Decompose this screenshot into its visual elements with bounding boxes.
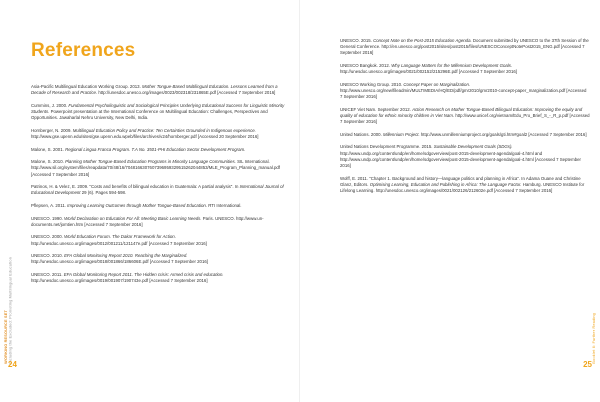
right-page — [300, 0, 600, 402]
reference-item: Patrinos, H. & Velez, E. 2009. "Costs and benefits of bilingual education in Guatemala: A partial analysis". In International Journal of Educational Development 29 (6). Pages 594-598. — [31, 184, 284, 196]
series-side-label — [4, 257, 13, 364]
reference-item: Hornberger, N. 2009. Multilingual Education Policy and Practice: Ten Certainties Grounded in Indigenous experience. http://www.gse.upenn.edu/sites/gse.upenn.edu.wpeb/files/archives/v24/hornberger.pdf [Accessed 20 September 2016] — [31, 127, 259, 139]
reference-item: Wolff, E. 2011. "Chapter 1. Background and history—language politics and planning in Africa". In Adama Ouane and Christine Glanz, Editors. Optimising Learning, Education and Publishing in Africa: The Language Factor. Hamburg. UNESCO Institute for Lifelong Learning. http://unesdoc.unesco.org/images/0021/002126/212602e.pdf [Accessed 7 September 2016] — [340, 175, 585, 193]
reference-item: Malone, S. 2010. Planning Mother Tongue-Based Education Programs in Minority Language Communities. SIL International. http://www.sil.org/system/files/reapdata/70/48/16/7048166307607396959329515262044853/MLE_Program_Planning_manual.pdf [Accessed 7 September 2016] — [31, 159, 280, 177]
reference-item: UNESCO. 1990. World Declaration on Education For All: Meeting Basic Learning Needs. Paris. UNESCO. http://www.un-documents.net/jomtien.htm [Accessed 7 September 2016] — [31, 215, 264, 227]
series-name: WORKING RESOURCE SET — [4, 310, 8, 364]
reference-item: UNESCO. 2015. Concept Note on the Post-2015 Education Agenda. Document submitted by UNESCO to the 37th Session of the General Conference. http://en.unesco.org/post2015/sites/post2015/files/UNESCOConceptNotePost2015_ENG.pdf [Accessed 7 September 2016] — [340, 38, 589, 56]
reference-item: United Nations Development Programme. 2015. Sustainable Development Goals (SDGs). http://www.undp.org/content/undp/en/home/sdgoverview/post-2015-development-agenda/goal-4.html and http://www.undp.org/content/undp/en/home/sdgoverview/post-2015-development-agenda/goal-4.html [Accessed 7 September 2016] — [340, 144, 581, 168]
page-title: References — [31, 40, 136, 61]
reference-item: UNICEF Viet Nam. September 2012. Action Research on Mother Tongue-Based Bilingual Education: Improving the equity and quality of education for ethnic minority children in Viet Nam. http://www.unicef.org/vietnam/Edu_Pro_Brief_S_-_R_p.pdf [Accessed 7 September 2016] — [340, 106, 590, 125]
reference-item: Asia-Pacific Multilingual Education Working Group. 2013. Mother Tongue-Based Multilingual Education. Lessons Learned from a Decade of Research and Practice. http://unesdoc.unesco.org/images/0023/002318/231865E.pdf [Accessed 7 September 2016] — [31, 84, 278, 96]
reference-item: United Nations. 2000. Millennium Project. http://www.unmillenniumproject.org/goals/gti.htm#goal2 [Accessed 7 September 2016] — [340, 131, 587, 137]
reference-item: UNESCO Working Group. 2010. Concept Paper on Marginalization. http://www.unesco.org/new/fileadmin/MULTIMEDIA/HQ/ED/pdf/gmr2010/gmr2010-concept-paper_marginalization.pdf [Accessed 7 September 2016] — [340, 81, 587, 100]
reference-item: UNESCO. 2011. EFA Global Monitoring Report 2011. The Hidden crisis: Armed crisis and education. http://unesdoc.unesco.org/images/0019/001907/190743e.pdf [Accessed 7 September 2016] — [31, 271, 224, 284]
reference-item: UNESCO. 2000. World Education Forum. The Dakar Framework for Action. http://unesdoc.unesco.org/images/0012/001211/121147e.pdf [Accessed 7 September 2016] — [31, 234, 207, 246]
reference-item: Cummins, J. 2000. Fundamental Psycholinguistic and Sociological Principles Underlying Educational Success for Linguistic Minority Students. Powerpoint presentation at the International Conference on Multilingual Education: Challenges, Perspectives and Opportunities. Jawaharlal Nehru University, New Delhi, India. — [31, 102, 285, 121]
series-subtitle: Including the Excluded: Promoting Multilingual Education — [8, 257, 13, 364]
reference-item: Pflepsen, A. 2011. Improving Learning Outcomes through Mother Tongue-Based Education. RTI International. — [31, 202, 242, 208]
reference-list-right — [340, 38, 590, 201]
page-number: 25 — [583, 360, 592, 369]
reference-item: UNESCO. 2010. EFA Global Monitoring Report 2010. Reaching the Marginalized. http://unesdoc.unesco.org/images/0018/001866/186606E.pdf [Accessed 7 September 2016] — [31, 253, 209, 265]
reference-list-left — [31, 84, 290, 291]
booklet-side-label: Booklet 6: Further Reading — [592, 313, 597, 364]
reference-item: Malone, S. 2001. Regional Lingua Franca Program. T.A No. 3501-PHI Education Sector Development Program. — [31, 146, 246, 152]
reference-item: UNESCO Bangkok. 2012. Why Language Matters for the Millennium Development Goals. http://unesdoc.unesco.org/images/0021/002152/215296E.pdf [Accessed 7 September 2016] — [340, 63, 518, 75]
page-number: 24 — [8, 360, 17, 369]
